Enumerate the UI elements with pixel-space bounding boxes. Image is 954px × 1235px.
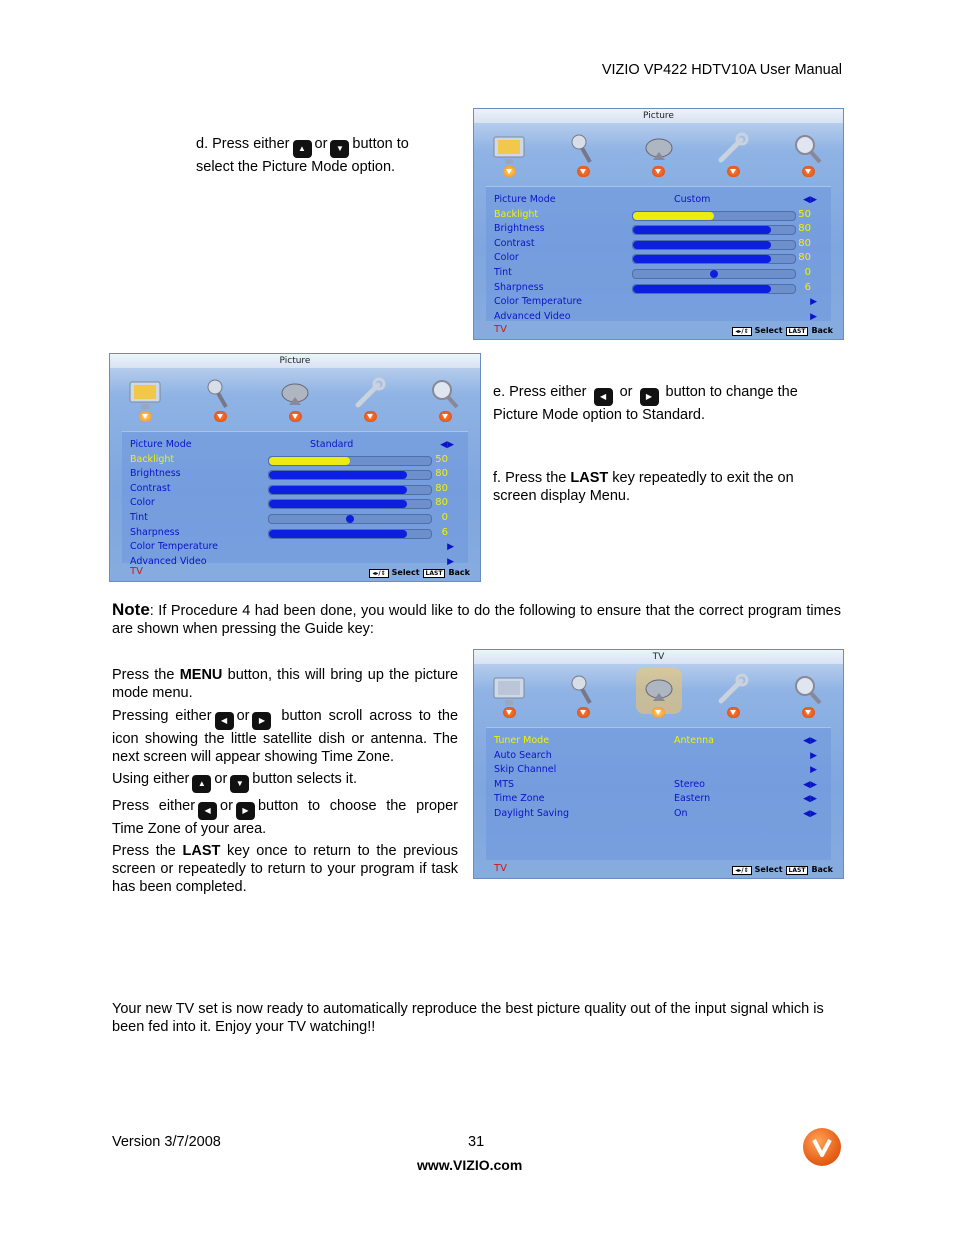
osd-menu-row[interactable]	[130, 511, 460, 525]
osd-row-value: Standard	[310, 439, 354, 450]
osd-row-label: Color Temperature	[130, 541, 219, 553]
left-right-arrows-icon: ◀▶	[803, 794, 817, 804]
osd-footer-hint: ◂▸/⇕ Select LAST Back	[729, 865, 833, 875]
osd-arrow-icon	[197, 411, 243, 425]
osd-row-label: Skip Channel	[494, 764, 557, 775]
step-f: f. Press the LAST key repeatedly to exit the on screen display Menu.	[493, 470, 794, 504]
osd-row-label: MTS	[494, 778, 515, 790]
osd-slider[interactable]	[632, 225, 796, 235]
osd-row-label: Backlight	[130, 453, 175, 465]
right-button-icon: ▶	[252, 712, 271, 730]
osd-menu-list	[122, 431, 468, 567]
osd-row-value: Eastern	[674, 793, 711, 804]
osd-row-label: Color	[130, 497, 155, 509]
note-paragraph: Note: If Procedure 4 had been done, you would like to do the following to ensure that the correct program times are shown when pressing the Guide key:	[112, 600, 841, 637]
osd-row-number: 50	[798, 208, 811, 220]
osd-row-number: 80	[798, 237, 811, 249]
osd-menu-list	[486, 727, 831, 860]
osd-slider[interactable]	[268, 470, 432, 480]
down-button-icon: ▼	[230, 775, 249, 793]
osd-slider[interactable]	[268, 499, 432, 509]
submenu-arrow-icon: ▶	[810, 297, 817, 308]
slider-thumb	[710, 270, 718, 278]
osd-slider[interactable]	[268, 485, 432, 495]
footer-version: Version 3/7/2008	[112, 1134, 221, 1150]
osd-row-label: Auto Search	[494, 749, 552, 761]
osd-slider[interactable]	[268, 456, 432, 466]
osd-row-label: Sharpness	[494, 281, 544, 293]
osd-row-number: 6	[441, 526, 448, 538]
right-button-icon: ▶	[640, 388, 659, 406]
nav-keys-icon: ◂▸/⇕	[369, 569, 388, 578]
osd-arrow-icon	[561, 166, 607, 180]
osd-row-value: Antenna	[674, 735, 714, 746]
header-title: VIZIO VP422 HDTV10A User Manual	[601, 62, 842, 78]
submenu-arrow-icon: ▶	[810, 765, 817, 775]
osd-arrow-bar	[486, 707, 831, 721]
submenu-arrow-icon: ▶	[810, 311, 817, 322]
osd-menu-row[interactable]	[130, 482, 460, 496]
osd-row-number: 6	[804, 281, 811, 293]
osd-slider[interactable]	[268, 514, 432, 524]
osd-row-label: Contrast	[494, 237, 535, 249]
left-button-icon: ◀	[594, 388, 613, 406]
osd-menu-row[interactable]	[494, 193, 823, 207]
note-label: Note	[112, 600, 150, 619]
osd-menu-row[interactable]	[130, 540, 460, 554]
osd-arrow-icon	[122, 411, 168, 425]
osd-slider[interactable]	[632, 240, 796, 250]
osd-row-label: Color Temperature	[494, 296, 583, 308]
left-right-arrows-icon: ◀▶	[803, 195, 817, 205]
osd-row-label: Brightness	[130, 468, 181, 480]
osd-row-value: Custom	[674, 194, 711, 205]
osd-row-label: Brightness	[494, 223, 545, 235]
osd-row-label: Advanced Video	[494, 310, 571, 322]
osd-menu-row[interactable]	[494, 281, 823, 295]
osd-row-label: Tint	[494, 267, 512, 278]
instruction-scroll: Pressing either ◀ or ▶ button scroll across to the icon showing the little satellite dish or antenna. The next screen will appear showing Time Zone.	[112, 708, 459, 765]
osd-arrow-icon	[636, 166, 682, 180]
osd-slider[interactable]	[632, 269, 796, 279]
instruction-menu: Press the MENU button, this will bring up the picture mode menu.	[112, 667, 459, 701]
submenu-arrow-icon: ▶	[810, 750, 817, 761]
osd-title: Picture	[110, 354, 480, 368]
slider-fill	[269, 530, 407, 538]
osd-title: Picture	[474, 109, 843, 123]
left-right-arrows-icon: ◀▶	[803, 736, 817, 746]
osd-slider[interactable]	[632, 254, 796, 264]
osd-arrow-icon	[561, 707, 607, 721]
osd-menu-row[interactable]	[494, 734, 823, 748]
osd-row-number: 0	[441, 512, 448, 523]
footer-url: www.VIZIO.com	[417, 1157, 523, 1173]
step-e: e. Press either ◀ or ▶ button to change the Picture Mode option to Standard.	[493, 384, 798, 423]
step-d: d. Press either ▲ or ▼ button to select the Picture Mode option.	[196, 136, 409, 175]
left-button-icon: ◀	[198, 802, 217, 820]
right-button-icon: ▶	[236, 802, 255, 820]
osd-menu-row[interactable]	[494, 749, 823, 763]
instruction-select: Using either ▲ or ▼ button selects it.	[112, 770, 458, 793]
left-right-arrows-icon: ◀▶	[440, 440, 454, 450]
osd-row-label: Contrast	[130, 482, 171, 494]
slider-fill	[633, 226, 771, 234]
osd-row-label: Picture Mode	[130, 439, 192, 450]
submenu-arrow-icon: ▶	[447, 556, 454, 567]
vizio-logo-icon	[803, 1128, 841, 1166]
osd-arrow-icon	[785, 707, 831, 721]
osd-arrow-icon	[486, 707, 532, 721]
osd-footer-tv: TV	[494, 863, 507, 874]
osd-row-number: 80	[435, 482, 448, 494]
osd-menu-row[interactable]	[494, 792, 823, 806]
up-button-icon: ▲	[192, 775, 211, 793]
osd-tv-menu	[473, 649, 844, 879]
osd-row-value: Stereo	[674, 778, 705, 790]
osd-row-value: On	[674, 807, 688, 819]
osd-row-number: 0	[804, 267, 811, 278]
osd-footer-tv: TV	[130, 566, 143, 577]
osd-footer-hint: ◂▸/⇕ Select LAST Back	[366, 568, 470, 578]
osd-arrow-icon	[710, 166, 756, 180]
osd-row-label: Tuner Mode	[494, 735, 550, 746]
nav-keys-icon: ◂▸/⇕	[732, 327, 751, 336]
osd-arrow-icon	[710, 707, 756, 721]
osd-arrow-bar	[486, 166, 831, 180]
osd-menu-row[interactable]	[494, 266, 823, 280]
osd-menu-row[interactable]	[130, 526, 460, 540]
osd-menu-row[interactable]	[494, 251, 823, 265]
slider-fill	[269, 457, 350, 465]
slider-thumb	[346, 515, 354, 523]
osd-row-label: Backlight	[494, 208, 539, 220]
osd-arrow-icon	[785, 166, 831, 180]
osd-row-label: Daylight Saving	[494, 807, 569, 819]
slider-fill	[633, 255, 771, 263]
osd-row-label: Sharpness	[130, 526, 180, 538]
submenu-arrow-icon: ▶	[447, 542, 454, 553]
osd-row-label: Tint	[130, 512, 148, 523]
osd-menu-row[interactable]	[494, 778, 823, 792]
instruction-timezone: Press either ◀ or ▶ button to choose the proper Time Zone of your area.	[112, 798, 458, 837]
osd-row-number: 80	[798, 252, 811, 264]
osd-title: TV	[474, 650, 843, 664]
osd-arrow-icon	[486, 166, 532, 180]
osd-footer-hint: ◂▸/⇕ Select LAST Back	[729, 326, 833, 336]
osd-row-label: Time Zone	[494, 793, 545, 804]
osd-slider[interactable]	[268, 529, 432, 539]
osd-menu-row[interactable]	[494, 763, 823, 777]
osd-row-number: 80	[435, 468, 448, 480]
slider-fill	[269, 500, 407, 508]
left-right-arrows-icon: ◀▶	[803, 808, 817, 819]
osd-menu-row[interactable]	[130, 453, 460, 467]
osd-arrow-icon	[272, 411, 318, 425]
footer-page-number: 31	[468, 1134, 485, 1150]
osd-arrow-bar	[122, 411, 468, 425]
osd-row-number: 50	[435, 453, 448, 465]
instructions	[112, 666, 458, 896]
osd-footer	[474, 323, 843, 339]
slider-fill	[633, 241, 771, 249]
closing-paragraph: Your new TV set is now ready to automatically reproduce the best picture quality out of the input signal which is been fed into it. Enjoy your TV watching!!	[112, 1001, 824, 1035]
osd-row-label: Color	[494, 252, 519, 264]
osd-menu-row[interactable]	[494, 222, 823, 236]
osd-footer	[110, 565, 480, 581]
osd-menu-row[interactable]	[130, 438, 460, 452]
osd-arrow-icon	[422, 411, 468, 425]
up-button-icon: ▲	[293, 140, 312, 158]
osd-row-number: 80	[798, 223, 811, 235]
osd-menu-row[interactable]	[130, 467, 460, 481]
osd-row-label: Advanced Video	[130, 555, 207, 567]
osd-menu-row[interactable]	[494, 807, 823, 821]
osd-menu-row[interactable]	[130, 496, 460, 510]
osd-picture-standard	[109, 353, 481, 582]
slider-fill	[633, 285, 771, 293]
osd-footer-tv: TV	[494, 324, 507, 335]
slider-fill	[633, 212, 714, 220]
left-button-icon: ◀	[215, 712, 234, 730]
osd-arrow-icon	[636, 707, 682, 721]
osd-menu-row[interactable]	[494, 295, 823, 309]
instruction-last: Press the LAST key once to return to the previous screen or repeatedly to return to your program if task has been completed.	[112, 843, 458, 895]
osd-footer	[474, 862, 843, 878]
osd-menu-list	[486, 186, 831, 321]
osd-row-number: 80	[435, 497, 448, 509]
slider-fill	[269, 471, 407, 479]
osd-picture-custom	[473, 108, 844, 340]
osd-menu-row[interactable]	[494, 208, 823, 222]
slider-fill	[269, 486, 407, 494]
osd-row-label: Picture Mode	[494, 194, 556, 205]
osd-slider[interactable]	[632, 284, 796, 294]
osd-arrow-icon	[347, 411, 393, 425]
down-button-icon: ▼	[330, 140, 349, 158]
osd-menu-row[interactable]	[494, 310, 823, 324]
osd-menu-row[interactable]	[494, 237, 823, 251]
left-right-arrows-icon: ◀▶	[803, 779, 817, 790]
osd-slider[interactable]	[632, 211, 796, 221]
nav-keys-icon: ◂▸/⇕	[732, 866, 751, 875]
